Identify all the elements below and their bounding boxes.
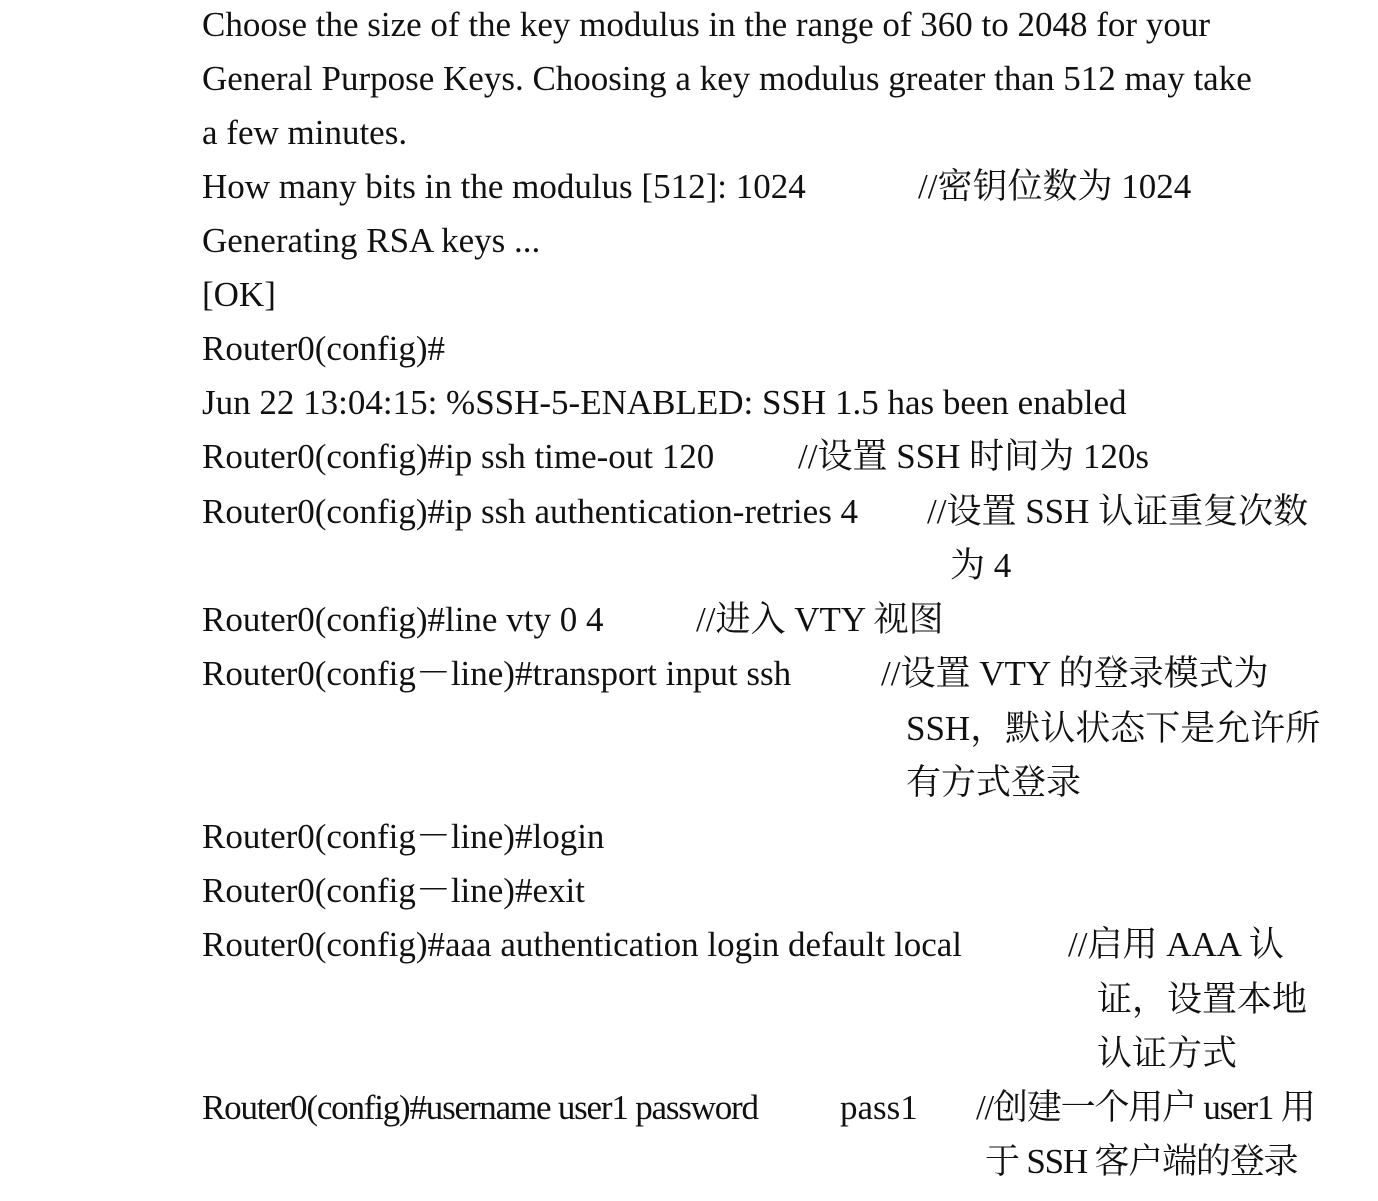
generating-line: Generating RSA keys ... bbox=[202, 221, 541, 260]
transport-comment: //设置 VTY 的登录模式为 bbox=[881, 654, 1269, 693]
aaa-comment-cont-2: 认证方式 bbox=[1097, 1034, 1238, 1073]
exit-line: Router0(config－line)#exit bbox=[202, 871, 585, 910]
retries-comment: //设置 SSH 认证重复次数 bbox=[927, 492, 1309, 531]
vty-comment: //进入 VTY 视图 bbox=[696, 600, 944, 639]
timeout-comment: //设置 SSH 时间为 120s bbox=[798, 437, 1150, 476]
log-line: Jun 22 13:04:15: %SSH-5-ENABLED: SSH 1.5 has been enabled bbox=[202, 383, 1127, 422]
username-password-value: pass1 bbox=[840, 1088, 918, 1127]
intro-line-2: General Purpose Keys. Choosing a key modulus greater than 512 may take bbox=[202, 59, 1252, 98]
username-command: Router0(config)#username user1 password bbox=[202, 1088, 758, 1127]
vty-command: Router0(config)#line vty 0 4 bbox=[202, 600, 604, 639]
modulus-comment: //密钥位数为 1024 bbox=[918, 167, 1192, 206]
aaa-comment: //启用 AAA 认 bbox=[1068, 925, 1284, 964]
transport-command: Router0(config－line)#transport input ssh bbox=[202, 654, 792, 693]
transport-comment-cont-1: SSH，默认状态下是允许所 bbox=[906, 709, 1321, 748]
login-line: Router0(config－line)#login bbox=[202, 817, 605, 856]
prompt-line: Router0(config)# bbox=[202, 329, 445, 368]
modulus-command: How many bits in the modulus [512]: 1024 bbox=[202, 167, 806, 206]
retries-comment-cont: 为 4 bbox=[950, 546, 1012, 585]
aaa-comment-cont-1: 证，设置本地 bbox=[1097, 980, 1308, 1019]
ok-line: [OK] bbox=[202, 275, 276, 314]
intro-line-1: Choose the size of the key modulus in the range of 360 to 2048 for your bbox=[202, 5, 1210, 44]
username-comment-cont: 于 SSH 客户端的登录 bbox=[985, 1142, 1298, 1181]
timeout-command: Router0(config)#ip ssh time-out 120 bbox=[202, 437, 715, 476]
intro-line-3: a few minutes. bbox=[202, 113, 408, 152]
transport-comment-cont-2: 有方式登录 bbox=[906, 763, 1082, 802]
aaa-command: Router0(config)#aaa authentication login default local bbox=[202, 925, 962, 964]
username-comment: //创建一个用户 user1 用 bbox=[976, 1088, 1315, 1127]
retries-command: Router0(config)#ip ssh authentication-retries 4 bbox=[202, 492, 859, 531]
